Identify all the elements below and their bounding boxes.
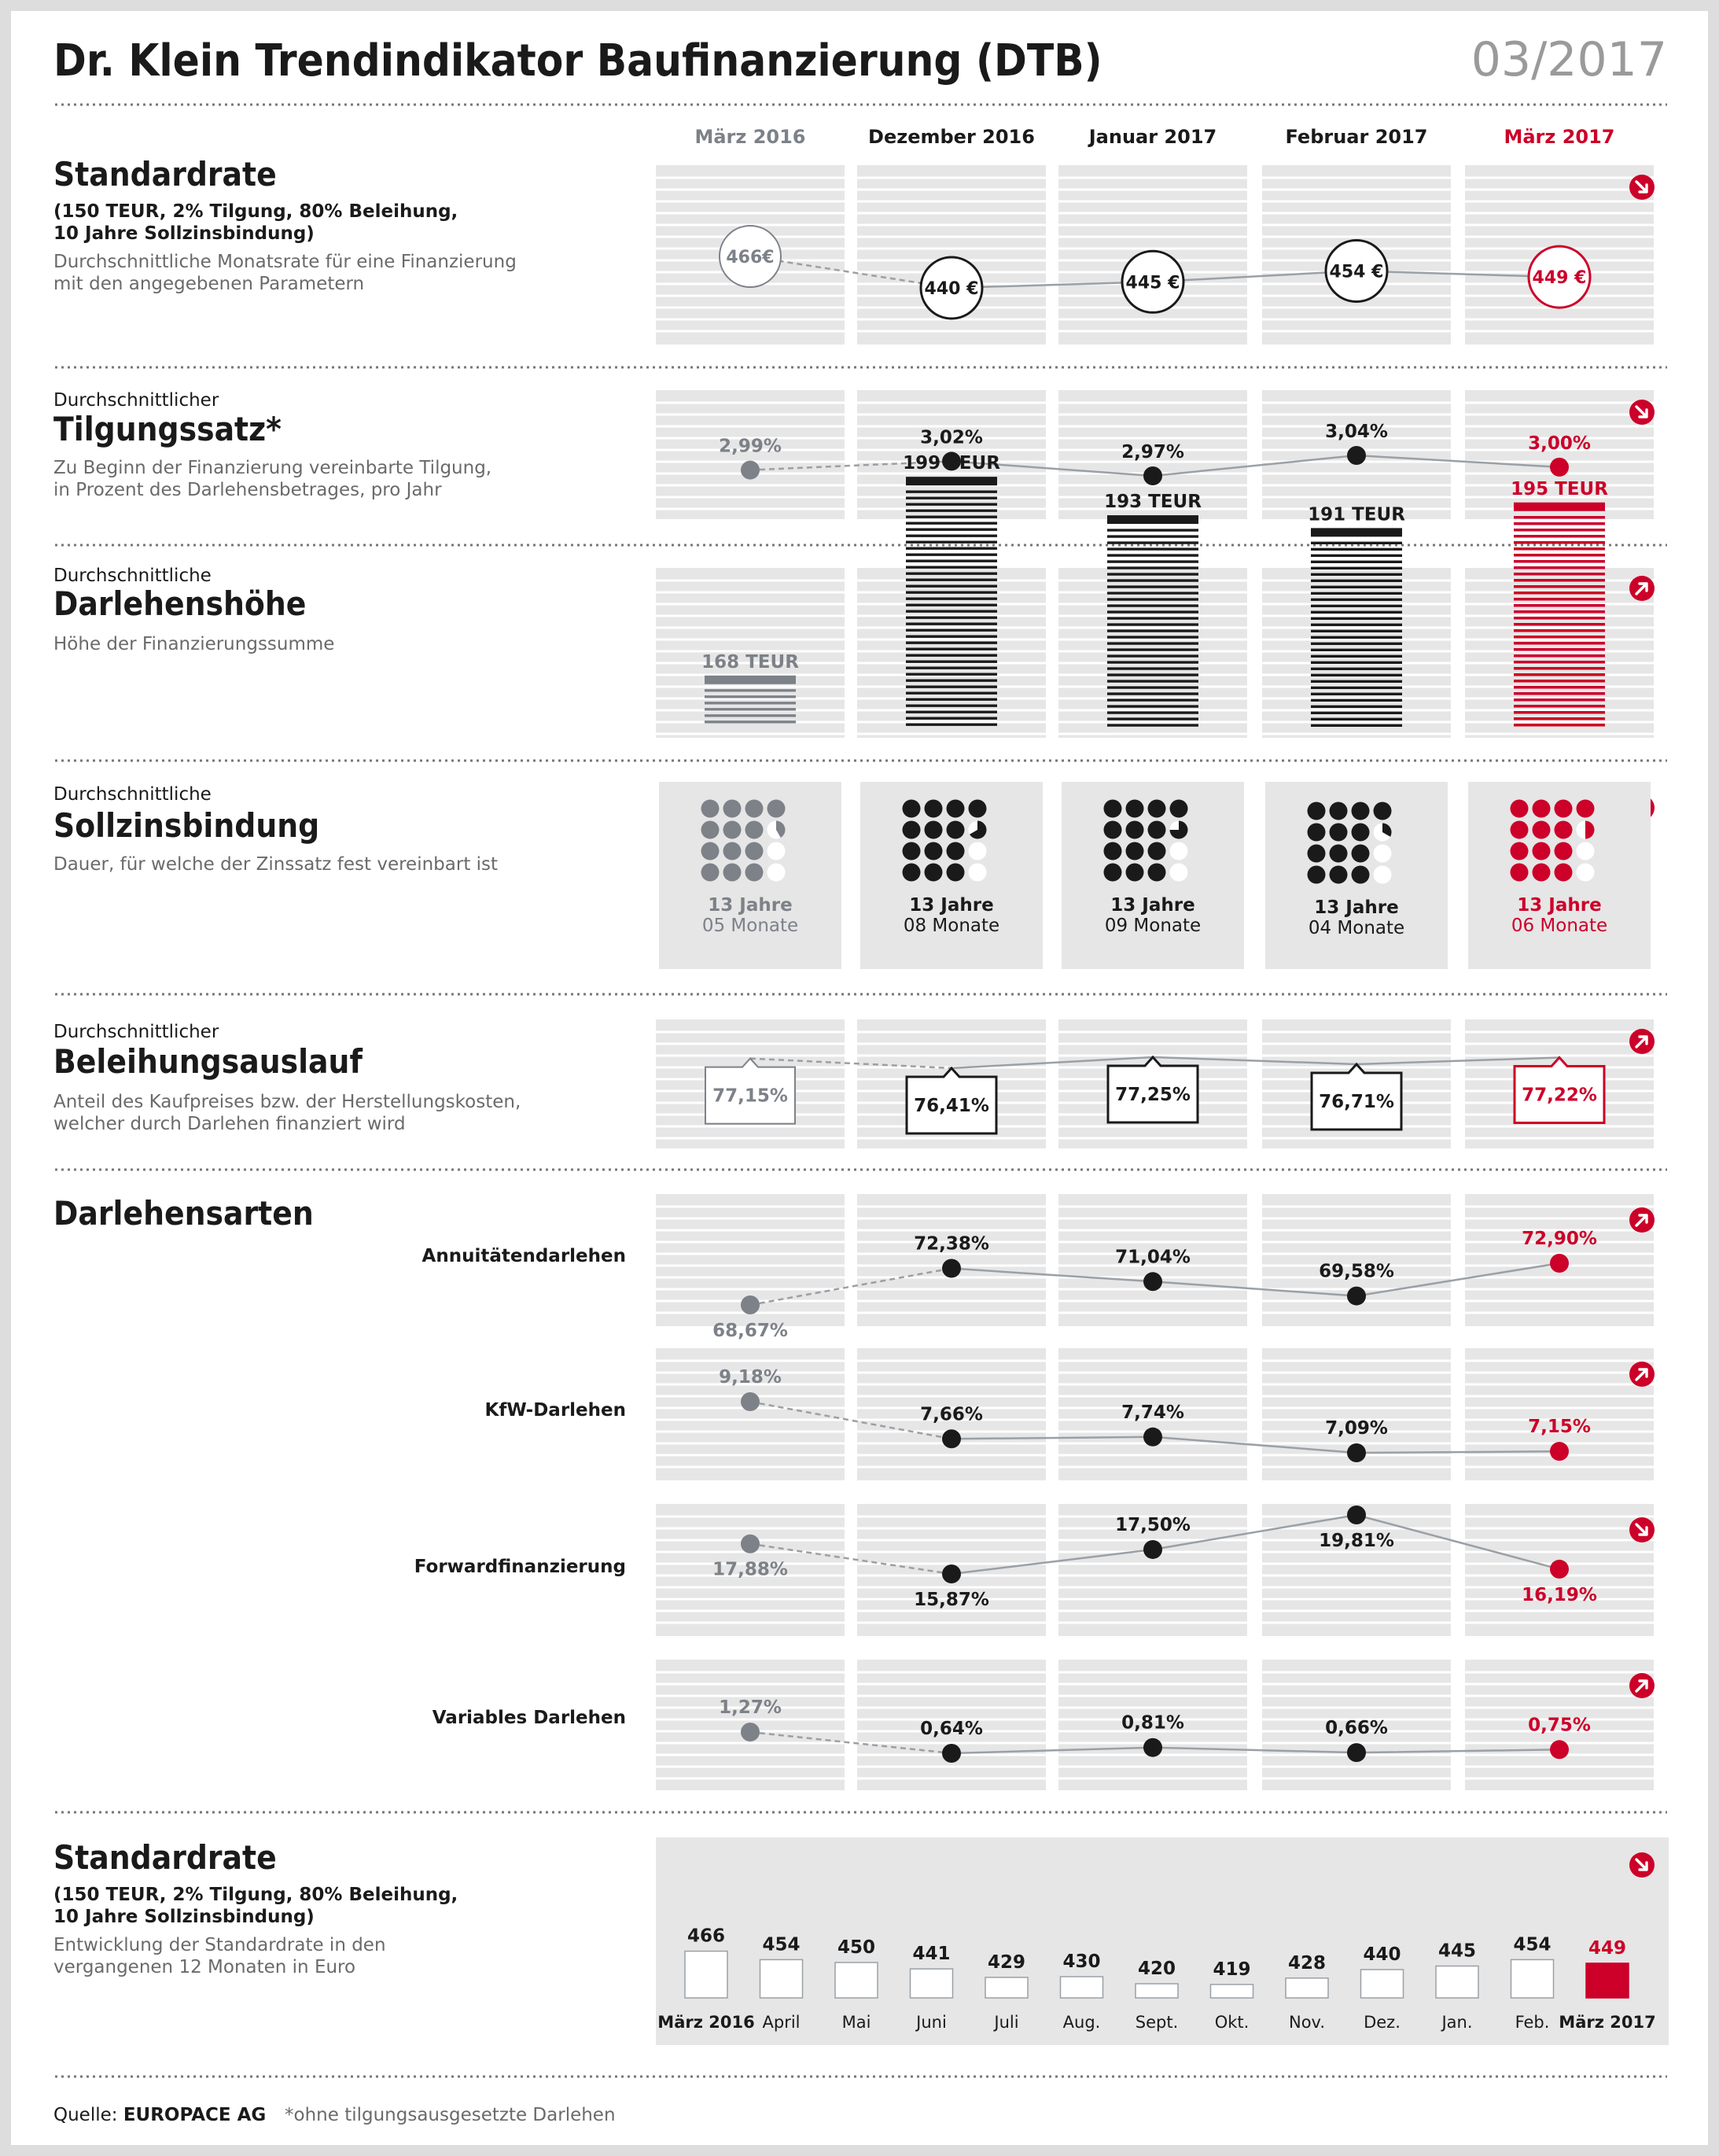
- month-label: Juni: [916, 2013, 947, 2032]
- data-label: 15,87%: [914, 1590, 989, 1610]
- trend-up-icon: [1629, 1207, 1655, 1233]
- source-name: EUROPACE AG: [123, 2105, 267, 2125]
- data-point: [741, 1392, 760, 1411]
- source-line: [53, 2105, 266, 2125]
- month-bar: [1286, 1978, 1328, 1998]
- bar-value: 445: [1437, 1940, 1477, 1962]
- year-dot: [701, 842, 720, 861]
- bar-label: 191 TEUR: [1308, 504, 1405, 525]
- month-bar: [760, 1959, 803, 1998]
- year-dot: [745, 821, 764, 839]
- month-label: Sept.: [1135, 2013, 1179, 2032]
- month-bar: [1361, 1970, 1404, 1998]
- data-point: [741, 1535, 760, 1553]
- month-label: Juli: [994, 2013, 1019, 2032]
- bar-cap: [906, 477, 997, 485]
- column-header: Dezember 2016: [868, 126, 1035, 148]
- year-dot: [1511, 821, 1529, 839]
- empty-dot: [767, 842, 786, 861]
- callout-label: 76,71%: [1319, 1092, 1394, 1112]
- data-point: [1143, 1738, 1162, 1757]
- year-dot: [1511, 842, 1529, 861]
- year-dot: [903, 864, 921, 882]
- section-pretitle: Durchschnittliche: [53, 784, 212, 805]
- year-dot: [745, 800, 764, 818]
- month-label: Mai: [841, 2013, 871, 2032]
- month-bar: [1211, 1985, 1253, 1998]
- section-description-line: Anteil des Kaufpreises bzw. der Herstellungskosten,: [53, 1092, 521, 1112]
- year-dot: [969, 800, 987, 818]
- year-dot: [767, 800, 786, 818]
- section-description: Höhe der Finanzierungssumme: [53, 634, 335, 654]
- callout-label: 76,41%: [914, 1096, 989, 1116]
- data-label: 9,18%: [719, 1367, 782, 1388]
- section-title: Tilgungssatz*: [53, 410, 282, 448]
- year-dot: [1148, 864, 1166, 882]
- year-dot: [1104, 842, 1122, 861]
- section-description: [53, 1935, 386, 1977]
- year-dot: [1555, 800, 1573, 818]
- bar-value: 419: [1213, 1959, 1251, 1980]
- duration-months-label: 04 Monate: [1308, 918, 1405, 938]
- rate-label: 454 €: [1329, 262, 1384, 282]
- empty-dot: [1170, 864, 1188, 882]
- month-bar: [835, 1963, 878, 1998]
- year-dot: [947, 821, 965, 839]
- duration-months-label: 06 Monate: [1511, 916, 1608, 936]
- year-dot: [1126, 864, 1144, 882]
- month-bar: [1436, 1966, 1478, 1999]
- section-description: [53, 1092, 521, 1134]
- year-dot: [1352, 802, 1370, 820]
- empty-dot: [1374, 866, 1392, 884]
- data-label: 69,58%: [1319, 1261, 1394, 1282]
- month-label: April: [762, 2013, 801, 2032]
- month-label: Okt.: [1214, 2013, 1250, 2032]
- year-dot: [903, 800, 921, 818]
- section-subtitle-line: 10 Jahre Sollzinsbindung): [53, 1907, 315, 1927]
- data-label: 16,19%: [1522, 1584, 1597, 1605]
- bar-label: 168 TEUR: [701, 651, 799, 673]
- year-dot: [1577, 800, 1595, 818]
- data-point: [1347, 446, 1366, 465]
- data-label: 71,04%: [1115, 1247, 1191, 1268]
- empty-dot: [969, 864, 987, 882]
- footnote: *ohne tilgungsausgesetzte Darlehen: [285, 2105, 616, 2125]
- section-description-line: Zu Beginn der Finanzierung vereinbarte Tilgung,: [53, 458, 492, 478]
- bar-cap: [705, 676, 796, 684]
- data-label: 19,81%: [1319, 1531, 1394, 1551]
- year-dot: [745, 864, 764, 882]
- bar-value: 440: [1363, 1944, 1401, 1965]
- year-dot: [1148, 842, 1166, 861]
- month-bar: [1586, 1963, 1629, 1998]
- month-bar: [1061, 1977, 1103, 1998]
- bar-cap: [1107, 515, 1198, 524]
- bar-cap: [1514, 503, 1605, 511]
- data-label: 17,50%: [1115, 1514, 1191, 1535]
- data-label: 0,64%: [920, 1719, 983, 1739]
- section-description-line: Entwicklung der Standardrate in den: [53, 1935, 386, 1955]
- data-label: 7,74%: [1121, 1402, 1184, 1423]
- data-label: 3,04%: [1325, 422, 1388, 442]
- year-dot: [1148, 800, 1166, 818]
- data-label: 0,75%: [1528, 1715, 1591, 1736]
- duration-years-label: 13 Jahre: [1314, 897, 1399, 918]
- month-label: März 2017: [1559, 2013, 1656, 2032]
- data-point: [741, 461, 760, 480]
- issue-date: 03/2017: [1471, 32, 1667, 87]
- section-description-line: in Prozent des Darlehensbetrages, pro Jahr: [53, 480, 442, 500]
- data-label: 7,66%: [920, 1404, 983, 1425]
- bar-value: 430: [1062, 1951, 1101, 1972]
- bar-value: 449: [1588, 1937, 1627, 1959]
- section-title: Standardrate: [53, 1838, 277, 1877]
- data-point: [1550, 1740, 1569, 1759]
- data-point: [942, 1744, 961, 1763]
- empty-dot: [767, 864, 786, 882]
- trend-down-icon: [1629, 400, 1655, 425]
- bar-value: 429: [987, 1951, 1026, 1973]
- page-title: Dr. Klein Trendindikator Baufinanzierung (DTB): [53, 35, 1102, 87]
- data-point: [1143, 1540, 1162, 1559]
- year-dot: [1352, 845, 1370, 863]
- month-bar: [985, 1977, 1028, 1998]
- rate-label: 449 €: [1532, 268, 1587, 289]
- rate-label: 445 €: [1125, 273, 1180, 293]
- callout-label: 77,25%: [1115, 1085, 1191, 1105]
- section-subtitle-line: (150 TEUR, 2% Tilgung, 80% Beleihung,: [53, 1885, 458, 1905]
- year-dot: [947, 800, 965, 818]
- data-label: 72,38%: [914, 1233, 989, 1255]
- section-description: [53, 252, 517, 294]
- year-dot: [925, 864, 943, 882]
- year-dot: [1126, 842, 1144, 861]
- rate-label: 466€: [726, 248, 775, 267]
- data-point: [942, 1564, 961, 1583]
- data-point: [1347, 1287, 1366, 1306]
- section-description-line: welcher durch Darlehen finanziert wird: [53, 1114, 406, 1134]
- empty-dot: [1170, 842, 1188, 861]
- year-dot: [1555, 842, 1573, 861]
- bar-value: 428: [1287, 1952, 1327, 1974]
- bar-label: 193 TEUR: [1104, 492, 1202, 513]
- series-name: KfW-Darlehen: [484, 1400, 626, 1421]
- month-label: Nov.: [1288, 2013, 1326, 2032]
- empty-dot: [1577, 842, 1595, 861]
- year-dot: [903, 821, 921, 839]
- bar-label: 195 TEUR: [1511, 478, 1608, 499]
- month-bar: [911, 1969, 953, 1998]
- year-dot: [1126, 821, 1144, 839]
- year-dot: [701, 800, 720, 818]
- series-name: Forwardfinanzierung: [414, 1557, 626, 1577]
- section-title: Darlehenshöhe: [53, 584, 307, 623]
- section-title: Beleihungsauslauf: [53, 1042, 363, 1081]
- bar-value: 466: [686, 1926, 726, 1947]
- data-label: 72,90%: [1522, 1229, 1597, 1249]
- trend-up-icon: [1629, 576, 1655, 601]
- data-label: 3,02%: [920, 427, 983, 448]
- trend-down-icon: [1629, 1852, 1655, 1878]
- data-label: 2,99%: [719, 436, 782, 457]
- callout-label: 77,22%: [1522, 1085, 1597, 1106]
- year-dot: [1533, 821, 1551, 839]
- data-point: [1347, 1506, 1366, 1524]
- data-label: 2,97%: [1121, 442, 1184, 463]
- data-point: [942, 1429, 961, 1448]
- year-dot: [723, 800, 742, 818]
- rate-label: 440 €: [924, 279, 979, 299]
- data-label: 3,00%: [1528, 433, 1591, 454]
- year-dot: [1308, 845, 1326, 863]
- year-dot: [723, 821, 742, 839]
- section-pretitle: Durchschnittliche: [53, 566, 212, 586]
- bar-value: 420: [1137, 1959, 1176, 1979]
- year-dot: [1104, 821, 1122, 839]
- empty-dot: [1374, 845, 1392, 863]
- callout-label: 77,15%: [712, 1085, 788, 1107]
- year-dot: [1104, 864, 1122, 882]
- month-bar: [1136, 1984, 1178, 1998]
- year-dot: [925, 842, 943, 861]
- data-point: [1347, 1743, 1366, 1762]
- year-dot: [1533, 864, 1551, 882]
- data-point: [1143, 1428, 1162, 1447]
- year-dot: [701, 864, 720, 882]
- month-bar: [685, 1951, 727, 1998]
- bar-value: 454: [762, 1934, 801, 1955]
- year-dot: [1374, 802, 1392, 820]
- data-label: 68,67%: [712, 1321, 788, 1341]
- section-description-line: vergangenen 12 Monaten in Euro: [53, 1957, 356, 1977]
- section-pretitle: Durchschnittlicher: [53, 390, 219, 411]
- column-header: Februar 2017: [1285, 126, 1428, 148]
- data-label: 0,81%: [1121, 1712, 1184, 1734]
- empty-dot: [1577, 864, 1595, 882]
- duration-years-label: 13 Jahre: [708, 895, 793, 916]
- year-dot: [1533, 800, 1551, 818]
- trend-down-icon: [1629, 175, 1655, 200]
- trend-up-icon: [1629, 1029, 1655, 1054]
- section-subtitle-line: (150 TEUR, 2% Tilgung, 80% Beleihung,: [53, 201, 458, 222]
- year-dot: [903, 842, 921, 861]
- bar-value: 454: [1513, 1934, 1552, 1955]
- trend-up-icon: [1629, 1673, 1655, 1698]
- section-description: [53, 458, 491, 500]
- year-dot: [1352, 866, 1370, 884]
- year-dot: [1352, 824, 1370, 842]
- section-title: Standardrate: [53, 155, 277, 193]
- year-dot: [1330, 802, 1348, 820]
- data-label: 17,88%: [712, 1559, 788, 1580]
- section-description-line: Durchschnittliche Monatsrate für eine Finanzierung: [53, 252, 517, 272]
- year-dot: [1330, 845, 1348, 863]
- year-dot: [1330, 824, 1348, 842]
- year-dot: [701, 821, 720, 839]
- series-name: Variables Darlehen: [432, 1708, 626, 1728]
- section-description: Dauer, für welche der Zinssatz fest vereinbart ist: [53, 854, 499, 875]
- year-dot: [1126, 800, 1144, 818]
- duration-months-label: 05 Monate: [701, 916, 799, 936]
- section-description-line: mit den angegebenen Parametern: [53, 274, 365, 294]
- bar-value: 450: [837, 1937, 876, 1958]
- duration-months-label: 09 Monate: [1104, 916, 1202, 936]
- data-point: [741, 1295, 760, 1314]
- trend-up-icon: [1629, 1362, 1655, 1387]
- series-name: Annuitätendarlehen: [421, 1246, 626, 1266]
- data-label: 1,27%: [719, 1697, 782, 1718]
- year-dot: [1170, 800, 1188, 818]
- year-dot: [723, 842, 742, 861]
- year-dot: [1308, 824, 1326, 842]
- year-dot: [1148, 821, 1166, 839]
- bar-cap: [1311, 528, 1402, 536]
- data-point: [1143, 1272, 1162, 1291]
- year-dot: [925, 800, 943, 818]
- year-dot: [925, 821, 943, 839]
- panel-background: [1465, 390, 1654, 519]
- section-subtitle-line: 10 Jahre Sollzinsbindung): [53, 223, 315, 244]
- data-label: 0,66%: [1325, 1718, 1388, 1739]
- data-point: [741, 1723, 760, 1741]
- year-dot: [1533, 842, 1551, 861]
- month-label: Jan.: [1441, 2013, 1473, 2032]
- empty-dot: [969, 842, 987, 861]
- section-title: Sollzinsbindung: [53, 806, 320, 845]
- data-point: [1347, 1443, 1366, 1462]
- year-dot: [1104, 800, 1122, 818]
- bar-value: 441: [912, 1944, 951, 1965]
- trend-chart: [11, 11, 1708, 2145]
- infographic-page: [11, 11, 1708, 2145]
- year-dot: [1308, 802, 1326, 820]
- data-point: [1550, 1254, 1569, 1273]
- panel-background: [1262, 1194, 1451, 1326]
- data-point: [942, 1259, 961, 1278]
- data-point: [1143, 466, 1162, 485]
- section-pretitle: Durchschnittlicher: [53, 1022, 219, 1042]
- month-label: Feb.: [1515, 2013, 1550, 2032]
- year-dot: [1511, 800, 1529, 818]
- year-dot: [745, 842, 764, 861]
- column-header: März 2017: [1504, 126, 1615, 148]
- year-dot: [1511, 864, 1529, 882]
- year-dot: [1308, 866, 1326, 884]
- data-label: 7,15%: [1528, 1417, 1591, 1438]
- data-point: [1550, 458, 1569, 477]
- month-label: Aug.: [1062, 2013, 1101, 2032]
- data-point: [1550, 1560, 1569, 1579]
- year-dot: [947, 864, 965, 882]
- source-label: Quelle:: [53, 2105, 123, 2125]
- duration-years-label: 13 Jahre: [1110, 895, 1195, 916]
- year-dot: [1330, 866, 1348, 884]
- column-header: März 2016: [694, 126, 806, 148]
- month-bar: [1511, 1959, 1554, 1998]
- duration-years-label: 13 Jahre: [1517, 895, 1602, 916]
- column-header: Januar 2017: [1088, 126, 1217, 148]
- duration-years-label: 13 Jahre: [909, 895, 994, 916]
- trend-down-icon: [1629, 1517, 1655, 1542]
- data-label: 7,09%: [1325, 1418, 1388, 1439]
- year-dot: [1555, 864, 1573, 882]
- year-dot: [1555, 821, 1573, 839]
- data-point: [1550, 1442, 1569, 1461]
- duration-months-label: 08 Monate: [903, 916, 1000, 936]
- month-label: Dez.: [1364, 2013, 1401, 2032]
- section-title: Darlehensarten: [53, 1194, 314, 1233]
- section-subtitle: [53, 1885, 458, 1927]
- year-dot: [947, 842, 965, 861]
- section-subtitle: [53, 201, 458, 244]
- bar-label: 199 TEUR: [903, 453, 1000, 474]
- year-dot: [723, 864, 742, 882]
- month-label: März 2016: [657, 2013, 755, 2032]
